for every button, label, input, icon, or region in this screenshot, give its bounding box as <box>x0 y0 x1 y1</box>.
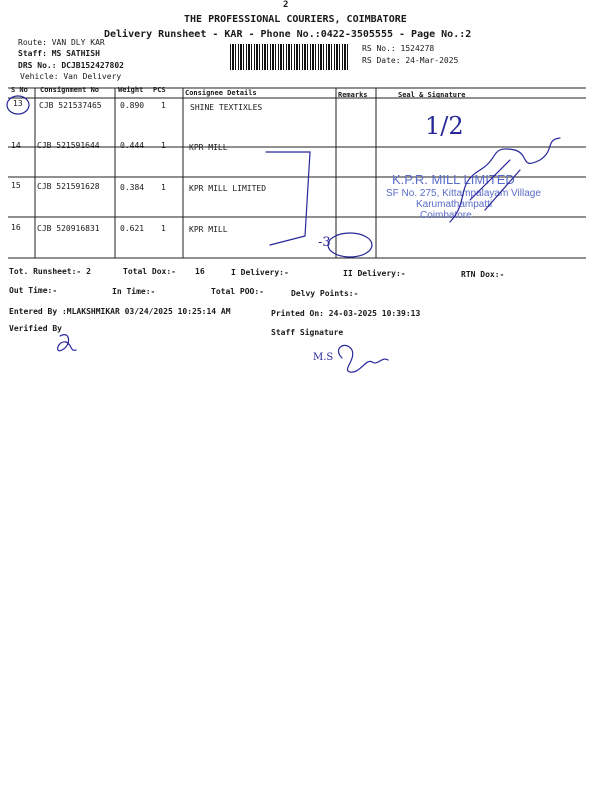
drs-number: DRS No.: DCJB152427802 <box>18 61 124 70</box>
row-consignment: CJB 520916831 <box>37 224 100 233</box>
rtn-dox: RTN Dox:- <box>461 270 505 279</box>
stamp-line3: Karumathampatti <box>416 199 493 210</box>
row-weight: 0.384 <box>120 183 145 192</box>
row-pcs: 1 <box>161 101 166 110</box>
col-header-consignment: Consignment No <box>40 86 100 94</box>
row-consignee: KPR MILL <box>189 225 228 234</box>
staff-signature <box>339 345 389 372</box>
page-mark: 2 <box>283 0 289 10</box>
total-dox-value: 16 <box>195 267 205 276</box>
total-dox-label: Total Dox:- <box>123 267 176 276</box>
stamp-line2: SF No. 275, Kittampalayam Village <box>386 188 541 199</box>
vehicle-label: Vehicle: Van Delivery <box>20 72 122 81</box>
printed-on: Printed On: 24-03-2025 10:39:13 <box>271 309 421 318</box>
row-sno: 16 <box>11 223 21 232</box>
stamp-line1: K.P.R. MILL LIMITED <box>392 172 515 187</box>
tot-runsheet: Tot. Runsheet:- 2 <box>9 267 91 276</box>
circle-mark-16 <box>328 233 372 257</box>
total-poo: Total POO:- <box>211 287 264 296</box>
staff-signature-label: Staff Signature <box>271 328 344 337</box>
row-sno: 13 <box>13 99 23 108</box>
verified-by-label: Verified By <box>9 324 62 333</box>
row-consignee: KPR MILL <box>189 143 228 152</box>
entered-by: Entered By :MLAKSHMIKAR 03/24/2025 10:25:14 AM <box>9 307 231 316</box>
row-consignment: CJB 521591628 <box>37 182 100 191</box>
staff-label: Staff: MS SATHISH <box>18 49 100 58</box>
row-weight: 0.890 <box>120 101 145 110</box>
col-header-pcs: PCS <box>153 86 166 94</box>
row-pcs: 1 <box>161 224 166 233</box>
stamp-line4: Coimbatore <box>420 210 472 221</box>
verified-signature <box>58 335 76 351</box>
col-header-remarks: Remarks <box>338 91 368 99</box>
row-pcs: 1 <box>161 141 166 150</box>
row-pcs: 1 <box>161 183 166 192</box>
circle-mark-13 <box>7 96 29 114</box>
row-consignment: CJB 521537465 <box>39 101 102 110</box>
remark-handwritten: -3 <box>318 235 331 250</box>
runsheet-subtitle: Delivery Runsheet - KAR - Phone No.:0422-3505555 - Page No.:2 <box>104 29 472 40</box>
col-header-sno: S No <box>11 86 28 94</box>
seal-handwritten: 1/2 <box>425 112 464 140</box>
out-time: Out Time:- <box>9 286 58 295</box>
rs-number: RS No.: 1524278 <box>362 44 435 53</box>
row-consignee: KPR MILL LIMITED <box>189 184 267 193</box>
col-header-seal: Seal & Signature <box>398 91 466 99</box>
row-consignee: SHINE TEXTIXLES <box>190 103 263 112</box>
in-time: In Time:- <box>112 287 156 296</box>
seal-signature <box>450 138 560 222</box>
staff-initials: M.S <box>313 352 334 363</box>
i-delivery: I Delivery:- <box>231 268 289 277</box>
col-header-weight: Weight <box>118 86 144 94</box>
row-consignment: CJB 521591644 <box>37 141 100 150</box>
row-sno: 15 <box>11 181 21 190</box>
bracket-mark <box>266 152 310 245</box>
rs-date: RS Date: 24-Mar-2025 <box>362 56 459 65</box>
delvy-points: Delvy Points:- <box>291 289 359 298</box>
company-title: THE PROFESSIONAL COURIERS, COIMBATORE <box>184 14 407 25</box>
row-weight: 0.444 <box>120 141 145 150</box>
ii-delivery: II Delivery:- <box>343 269 406 278</box>
row-sno: 14 <box>11 141 21 150</box>
row-weight: 0.621 <box>120 224 145 233</box>
col-header-consignee: Consignee Details <box>185 89 257 97</box>
route-label: Route: VAN DLY KAR <box>18 38 105 47</box>
